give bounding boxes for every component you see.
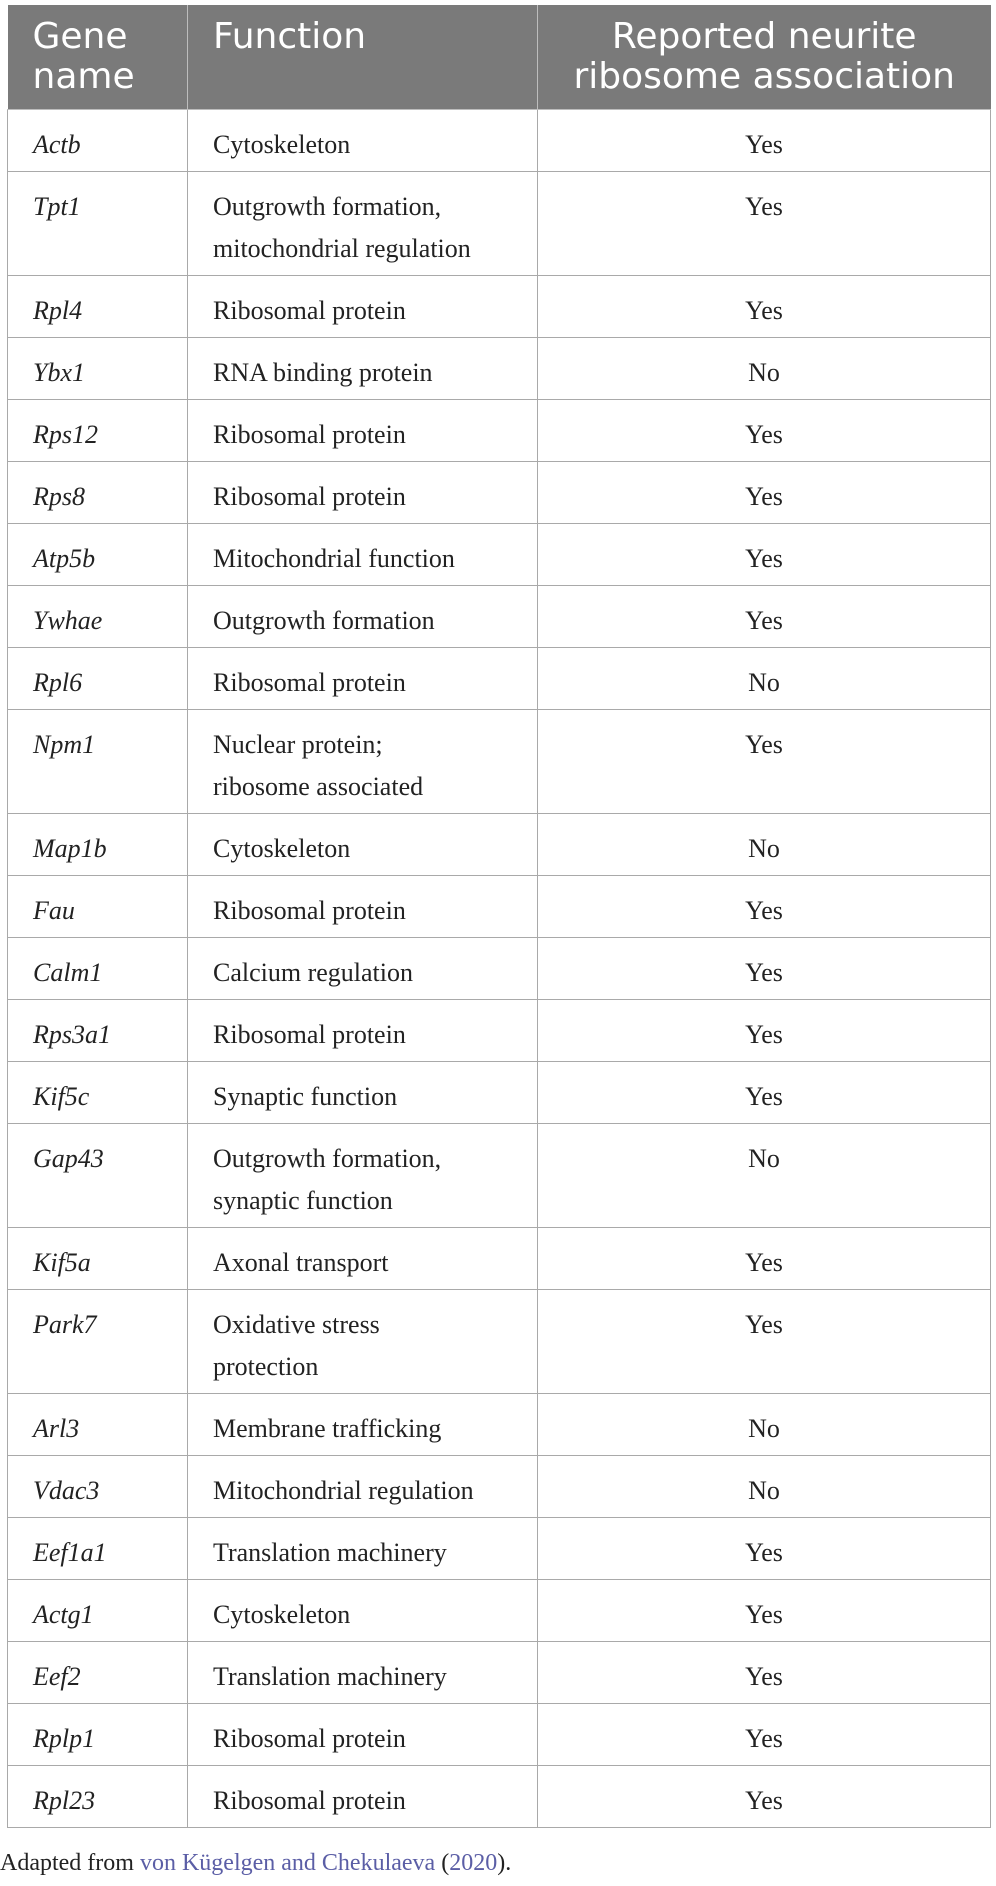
association-cell: Yes	[538, 1641, 991, 1703]
association-cell: Yes	[538, 1765, 991, 1827]
table-row	[8, 1393, 991, 1455]
function-cell	[188, 523, 538, 585]
table-row	[8, 171, 991, 275]
table-row	[8, 999, 991, 1061]
table-row	[8, 523, 991, 585]
header-gene-line1: Gene	[32, 16, 128, 57]
function-cell	[188, 109, 538, 171]
gene-name-cell: Rpl6	[8, 647, 188, 709]
association-cell: Yes	[538, 1703, 991, 1765]
association-cell: Yes	[538, 109, 991, 171]
function-line: ribosome associated	[213, 771, 424, 801]
association-cell: No	[538, 1455, 991, 1517]
header-row	[8, 5, 991, 109]
table-row	[8, 1061, 991, 1123]
table-row	[8, 1455, 991, 1517]
gene-name-cell: Vdac3	[8, 1455, 188, 1517]
table-row	[8, 1703, 991, 1765]
header-assoc-line1: Reported neurite	[611, 16, 917, 57]
function-line: Cytoskeleton	[213, 1599, 351, 1629]
function-cell	[188, 937, 538, 999]
function-line: Translation machinery	[213, 1661, 447, 1691]
function-line: Ribosomal protein	[213, 1723, 406, 1753]
function-line: Ribosomal protein	[213, 1785, 406, 1815]
function-line: Ribosomal protein	[213, 419, 406, 449]
table-row	[8, 275, 991, 337]
gene-name-cell: Map1b	[8, 813, 188, 875]
table-row	[8, 709, 991, 813]
table-row	[8, 337, 991, 399]
function-line: Synaptic function	[213, 1081, 398, 1111]
gene-name-cell: Gap43	[8, 1123, 188, 1227]
gene-name-cell: Calm1	[8, 937, 188, 999]
function-line: Axonal transport	[213, 1247, 389, 1277]
gene-name-cell: Npm1	[8, 709, 188, 813]
table-caption	[0, 1848, 511, 1878]
function-cell	[188, 1393, 538, 1455]
table-body	[8, 109, 991, 1827]
function-line: Ribosomal protein	[213, 667, 406, 697]
gene-name-cell: Rplp1	[8, 1703, 188, 1765]
function-cell	[188, 275, 538, 337]
caption-open-paren: (	[435, 1850, 450, 1876]
gene-name-cell: Actb	[8, 109, 188, 171]
function-line: Cytoskeleton	[213, 129, 351, 159]
table-row	[8, 1641, 991, 1703]
function-cell	[188, 709, 538, 813]
function-cell	[188, 1455, 538, 1517]
association-cell: Yes	[538, 1517, 991, 1579]
table-row	[8, 109, 991, 171]
gene-table-container	[7, 5, 990, 1828]
function-cell	[188, 1579, 538, 1641]
function-line: Cytoskeleton	[213, 833, 351, 863]
table-row	[8, 813, 991, 875]
table-row	[8, 937, 991, 999]
citation-year-link[interactable]: 2020	[449, 1850, 498, 1876]
function-cell	[188, 337, 538, 399]
function-line: Ribosomal protein	[213, 481, 406, 511]
gene-name-cell: Park7	[8, 1289, 188, 1393]
association-cell: Yes	[538, 523, 991, 585]
association-cell: Yes	[538, 1289, 991, 1393]
function-line: Outgrowth formation,	[213, 191, 442, 221]
header-gene-line2: name	[32, 56, 135, 97]
table-row	[8, 647, 991, 709]
function-cell	[188, 813, 538, 875]
function-cell	[188, 171, 538, 275]
association-cell: Yes	[538, 875, 991, 937]
table-row	[8, 1579, 991, 1641]
function-cell	[188, 1703, 538, 1765]
gene-name-cell: Rps12	[8, 399, 188, 461]
gene-name-cell: Rpl4	[8, 275, 188, 337]
association-cell: No	[538, 813, 991, 875]
gene-name-cell: Atp5b	[8, 523, 188, 585]
table-row	[8, 875, 991, 937]
association-cell: Yes	[538, 937, 991, 999]
table-row	[8, 399, 991, 461]
gene-name-cell: Eef1a1	[8, 1517, 188, 1579]
function-line: Translation machinery	[213, 1537, 447, 1567]
function-line: Outgrowth formation,	[213, 1143, 442, 1173]
gene-name-cell: Rpl23	[8, 1765, 188, 1827]
function-cell	[188, 399, 538, 461]
gene-table	[7, 5, 991, 1828]
association-cell: Yes	[538, 999, 991, 1061]
function-cell	[188, 999, 538, 1061]
function-line: Ribosomal protein	[213, 1019, 406, 1049]
gene-name-cell: Rps8	[8, 461, 188, 523]
function-line: Ribosomal protein	[213, 895, 406, 925]
association-cell: Yes	[538, 585, 991, 647]
table-header	[8, 5, 991, 109]
function-cell	[188, 1061, 538, 1123]
function-line: Mitochondrial function	[213, 543, 455, 573]
association-cell: Yes	[538, 461, 991, 523]
function-line: Membrane trafficking	[213, 1413, 442, 1443]
header-association	[538, 5, 991, 109]
gene-name-cell: Rps3a1	[8, 999, 188, 1061]
association-cell: Yes	[538, 1579, 991, 1641]
header-function-label: Function	[213, 16, 367, 57]
function-cell	[188, 1517, 538, 1579]
caption-prefix: Adapted from	[0, 1850, 140, 1876]
function-line: synaptic function	[213, 1185, 393, 1215]
citation-authors-link[interactable]: von Kügelgen and Chekulaeva	[139, 1850, 436, 1876]
function-line: mitochondrial regulation	[213, 233, 471, 263]
header-gene-name	[8, 5, 188, 109]
function-cell	[188, 647, 538, 709]
association-cell: No	[538, 337, 991, 399]
function-cell	[188, 875, 538, 937]
gene-name-cell: Fau	[8, 875, 188, 937]
table-row	[8, 461, 991, 523]
table-row	[8, 1765, 991, 1827]
function-line: Calcium regulation	[213, 957, 414, 987]
association-cell: Yes	[538, 275, 991, 337]
association-cell: Yes	[538, 709, 991, 813]
gene-name-cell: Kif5a	[8, 1227, 188, 1289]
function-cell	[188, 461, 538, 523]
gene-name-cell: Arl3	[8, 1393, 188, 1455]
association-cell: No	[538, 647, 991, 709]
table-row	[8, 1123, 991, 1227]
gene-name-cell: Ybx1	[8, 337, 188, 399]
function-line: protection	[213, 1351, 319, 1381]
table-row	[8, 1517, 991, 1579]
gene-name-cell: Tpt1	[8, 171, 188, 275]
gene-name-cell: Kif5c	[8, 1061, 188, 1123]
table-row	[8, 1289, 991, 1393]
caption-close: ).	[497, 1850, 512, 1876]
header-function	[188, 5, 538, 109]
function-cell	[188, 1765, 538, 1827]
association-cell: Yes	[538, 1227, 991, 1289]
function-line: Oxidative stress	[213, 1309, 380, 1339]
association-cell: No	[538, 1393, 991, 1455]
gene-name-cell: Actg1	[8, 1579, 188, 1641]
table-row	[8, 1227, 991, 1289]
association-cell: Yes	[538, 1061, 991, 1123]
table-row	[8, 585, 991, 647]
gene-name-cell: Eef2	[8, 1641, 188, 1703]
gene-name-cell: Ywhae	[8, 585, 188, 647]
function-line: Nuclear protein;	[213, 729, 383, 759]
function-line: RNA binding protein	[213, 357, 433, 387]
function-cell	[188, 1123, 538, 1227]
function-cell	[188, 1289, 538, 1393]
function-line: Mitochondrial regulation	[213, 1475, 474, 1505]
association-cell: Yes	[538, 399, 991, 461]
association-cell: No	[538, 1123, 991, 1227]
function-cell	[188, 1227, 538, 1289]
function-cell	[188, 585, 538, 647]
function-cell	[188, 1641, 538, 1703]
function-line: Outgrowth formation	[213, 605, 435, 635]
header-assoc-line2: ribosome association	[573, 56, 956, 97]
association-cell: Yes	[538, 171, 991, 275]
function-line: Ribosomal protein	[213, 295, 406, 325]
